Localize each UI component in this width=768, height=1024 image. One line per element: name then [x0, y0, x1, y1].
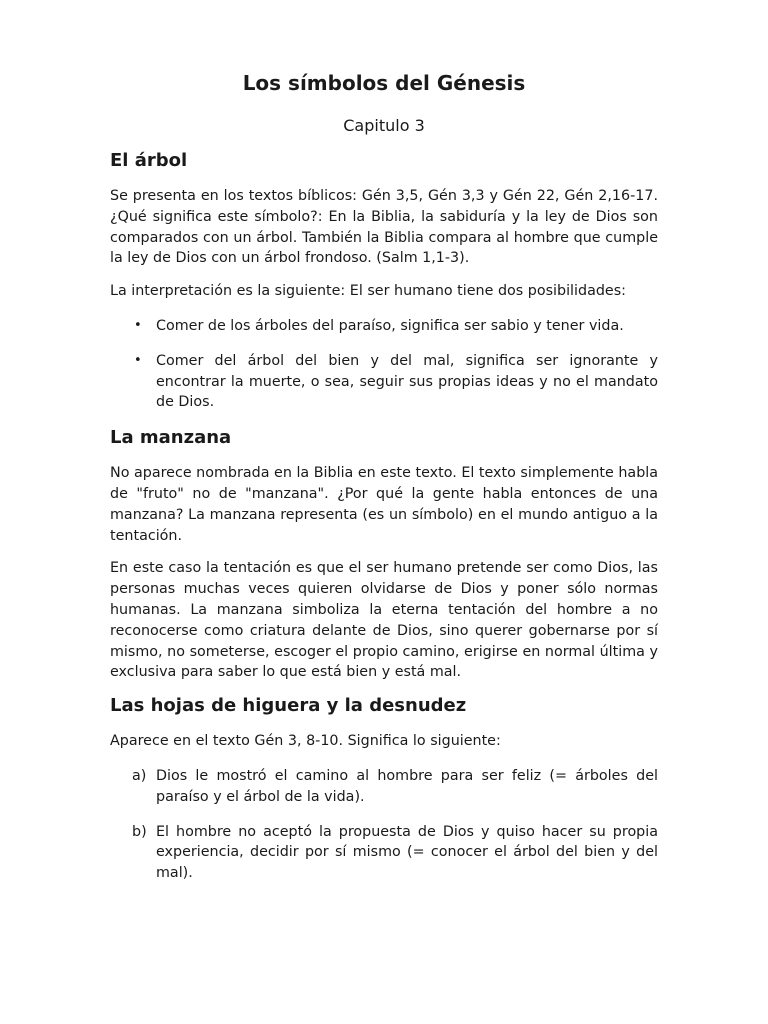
- chapter-subtitle: Capitulo 3: [343, 116, 425, 135]
- list-item-text: El hombre no aceptó la propuesta de Dios y quiso hacer su propia experiencia, decidir por sí mismo (= conocer el árbol del bien y del mal).: [156, 823, 658, 882]
- paragraph: No aparece nombrada en la Biblia en este texto. El texto simplemente habla de "fruto" no de "manzana". ¿Por qué la gente habla entonces de una manzana? La manzana representa (es un símbolo) en el mundo antiguo a la tentación.: [110, 465, 658, 544]
- paragraph: La interpretación es la siguiente: El ser humano tiene dos posibilidades:: [110, 283, 626, 300]
- paragraph: Se presenta en los textos bíblicos: Gén 3,5, Gén 3,3 y Gén 22, Gén 2,16-17. ¿Qué significa este símbolo?: En la Biblia, la sabiduría y la ley de Dios son comparados con un árbol. También la Biblia compara al hombre que cumple la ley de Dios con un árbol frondoso. (Salm 1,1-3).: [110, 188, 658, 267]
- lettered-list: [110, 766, 658, 884]
- paragraph: Aparece en el texto Gén 3, 8-10. Significa lo siguiente:: [110, 733, 501, 750]
- list-item-text: Comer del árbol del bien y del mal, significa ser ignorante y encontrar la muerte, o sea, seguir sus propias ideas y no el mandato de Dios.: [156, 352, 658, 411]
- bullet-icon: •: [134, 317, 142, 333]
- bullet-list: [110, 316, 658, 413]
- list-marker: a): [132, 767, 147, 784]
- bullet-icon: •: [134, 352, 142, 368]
- document-page: [110, 68, 658, 898]
- section-heading-hojas-de-higuera: Las hojas de higuera y la desnudez: [110, 695, 467, 717]
- list-item-text: Comer de los árboles del paraíso, significa ser sabio y tener vida.: [156, 317, 624, 334]
- list-marker: b): [132, 823, 147, 840]
- list-item: [110, 822, 658, 884]
- list-item: [110, 766, 658, 808]
- section-heading-la-manzana: La manzana: [110, 427, 232, 449]
- list-item: [110, 351, 658, 413]
- document-title: Los símbolos del Génesis: [242, 71, 526, 95]
- paragraph: En este caso la tentación es que el ser humano pretende ser como Dios, las personas muchas veces quieren olvidarse de Dios y poner sólo normas humanas. La manzana simboliza la eterna tentación del hombre a no reconocerse como criatura delante de Dios, sino querer gobernarse por sí mismo, no someterse, escoger el propio camino, erigirse en normal última y exclusiva para saber lo que está bien y está mal.: [110, 560, 658, 681]
- list-item: [110, 316, 658, 337]
- section-heading-el-arbol: El árbol: [110, 150, 188, 171]
- list-item-text: Dios le mostró el camino al hombre para ser feliz (= árboles del paraíso y el árbol de la vida).: [156, 767, 658, 805]
